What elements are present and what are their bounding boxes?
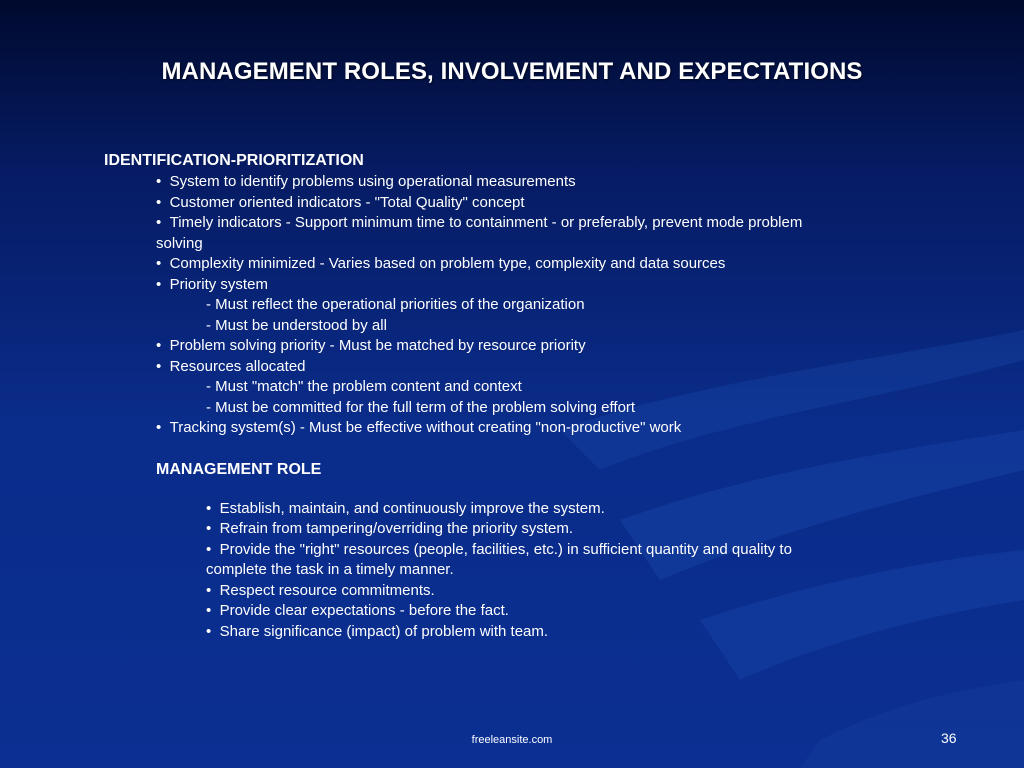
list-item-continuation: complete the task in a timely manner.: [206, 561, 454, 578]
list-item: • Customer oriented indicators - "Total Quality" concept: [104, 193, 904, 214]
list-item-continuation: solving: [156, 234, 203, 252]
page-number: 36: [941, 730, 957, 746]
list-item: • Refrain from tampering/overriding the priority system.: [104, 519, 904, 540]
list-item: • Priority system: [104, 275, 904, 296]
list-item: • Timely indicators - Support minimum time to containment - or preferably, prevent mode problem: [104, 213, 904, 234]
sub-list-item: - Must be understood by all: [206, 316, 387, 334]
list-item: • Resources allocated: [104, 357, 904, 378]
list-item: • Provide the "right" resources (people, facilities, etc.) in sufficient quantity and quality to: [104, 540, 904, 561]
list-item: • System to identify problems using operational measurements: [104, 172, 904, 193]
footer-site: freeleansite.com: [471, 734, 553, 746]
section-heading-management-role: MANAGEMENT ROLE: [156, 460, 322, 478]
list-item: • Tracking system(s) - Must be effective without creating "non-productive" work: [104, 418, 904, 439]
list-item: • Complexity minimized - Varies based on problem type, complexity and data sources: [104, 254, 904, 275]
sub-list-item: - Must be committed for the full term of the problem solving effort: [206, 398, 636, 416]
spacer: [104, 481, 904, 499]
list-item: • Respect resource commitments.: [104, 581, 904, 602]
slide-title: MANAGEMENT ROLES, INVOLVEMENT AND EXPECTATIONS: [161, 58, 863, 85]
sub-list-item: - Must "match" the problem content and context: [206, 378, 522, 395]
slide-body: [104, 150, 904, 642]
list-item: • Provide clear expectations - before the fact.: [104, 601, 904, 622]
spacer: [104, 439, 904, 459]
list-item: • Establish, maintain, and continuously improve the system.: [104, 499, 904, 520]
section-heading-identification: IDENTIFICATION-PRIORITIZATION: [104, 152, 364, 169]
list-item: • Share significance (impact) of problem with team.: [104, 622, 904, 643]
list-item: • Problem solving priority - Must be matched by resource priority: [104, 336, 904, 357]
sub-list-item: - Must reflect the operational priorities of the organization: [206, 296, 585, 313]
